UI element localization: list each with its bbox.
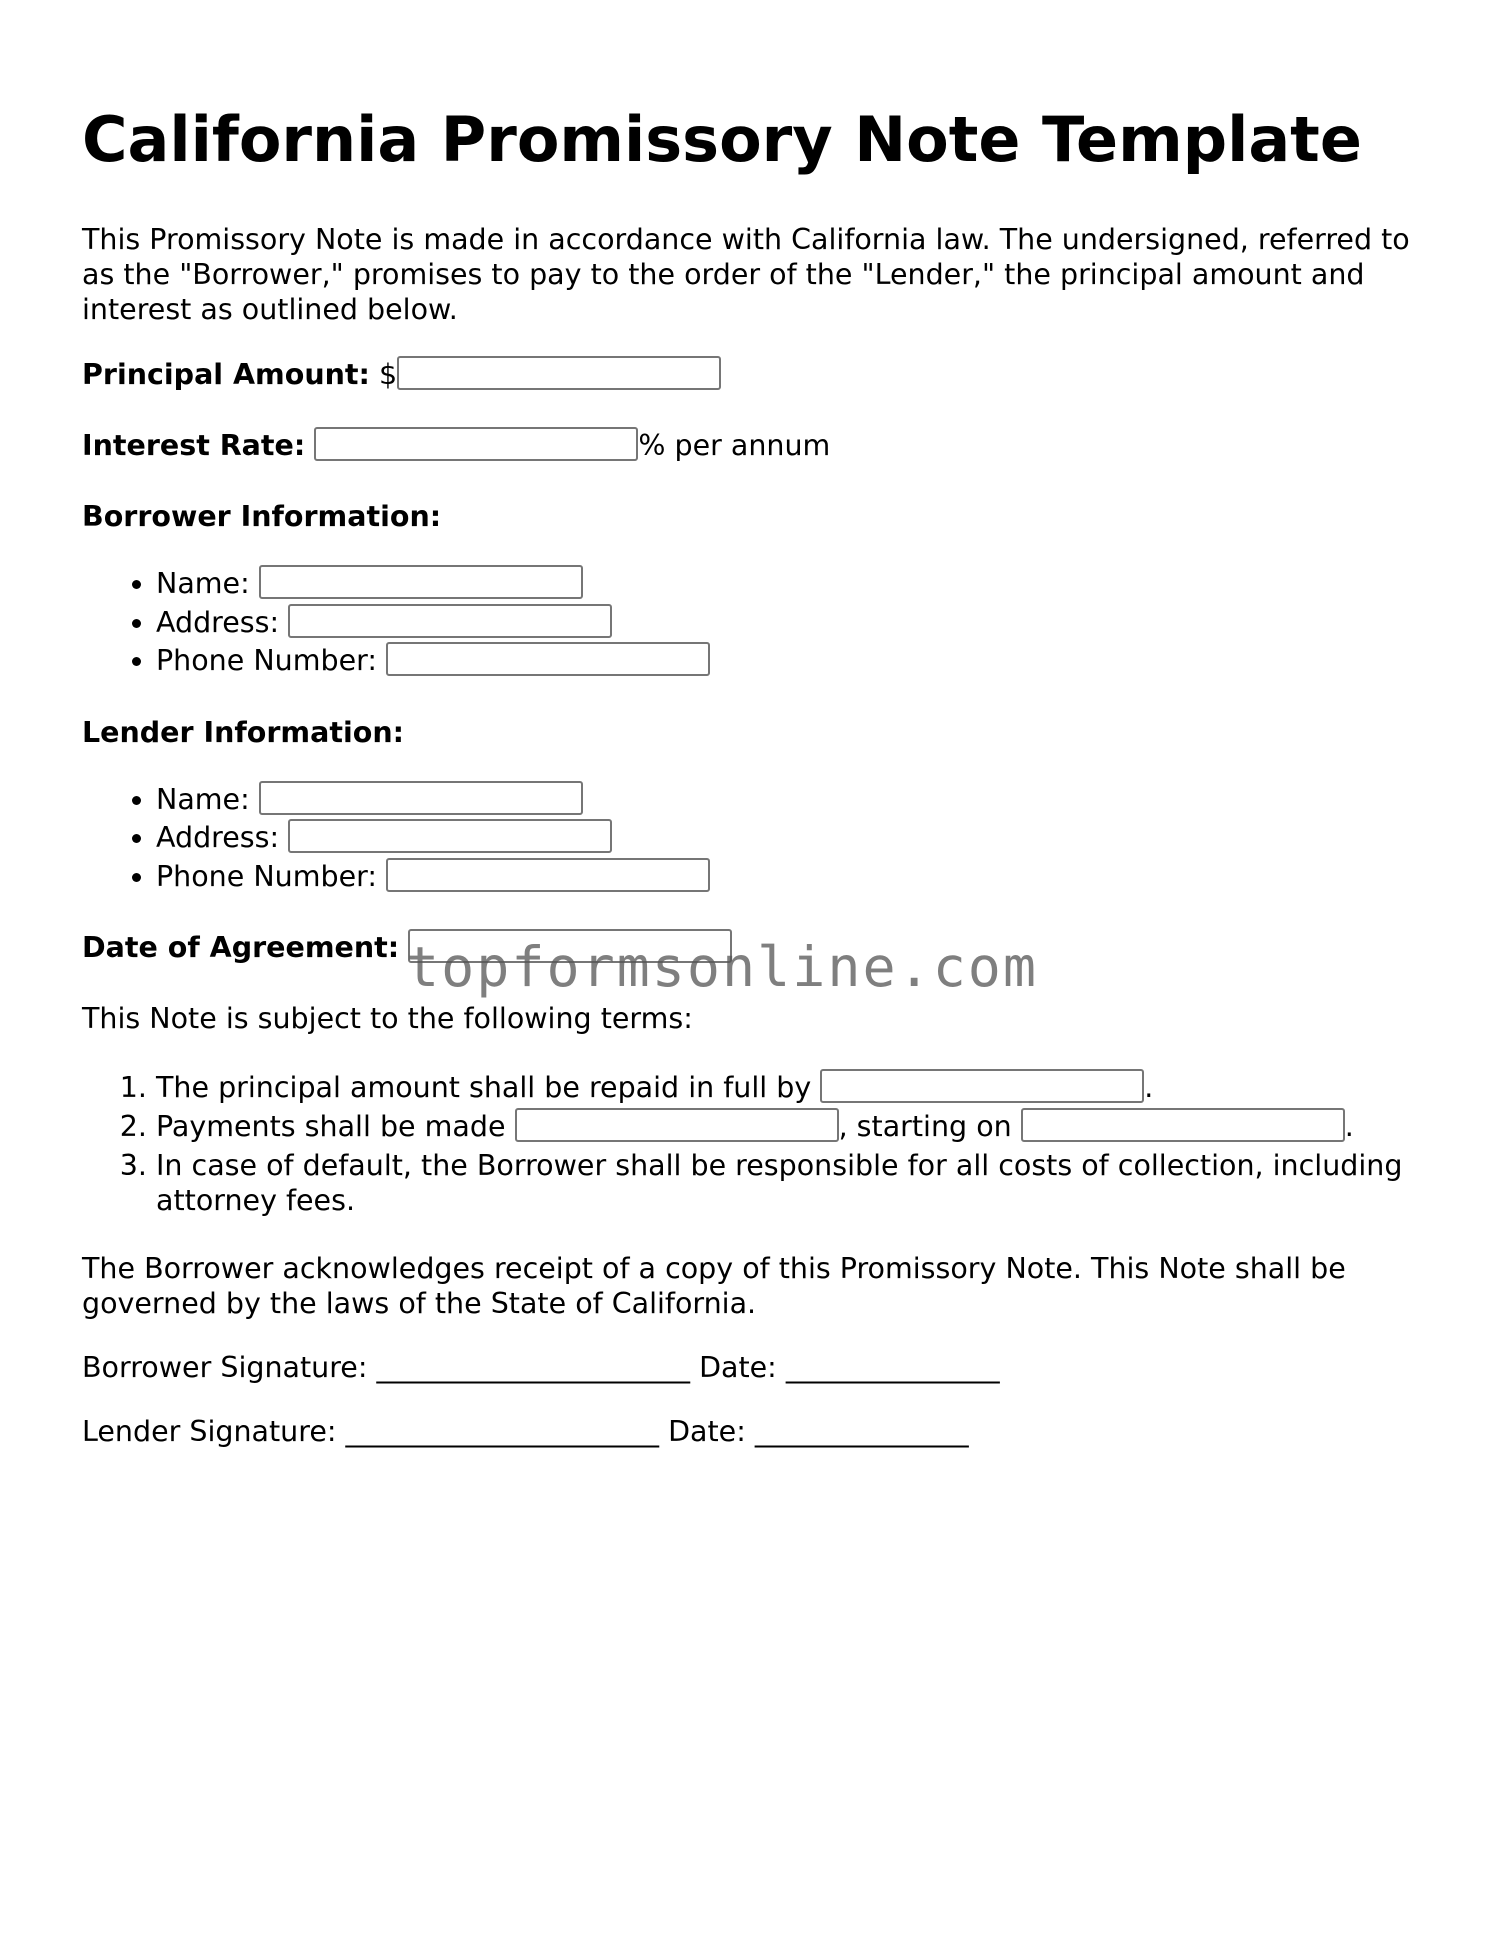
interest-rate-suffix: % per annum [638,429,831,462]
term-item-payments [156,1108,1422,1147]
list-item [156,565,1422,604]
list-item [156,604,1422,643]
lender-address-input[interactable] [288,819,612,853]
principal-amount-label: Principal Amount: [82,358,370,391]
payment-frequency-input[interactable] [515,1108,839,1142]
interest-rate-input[interactable] [314,427,638,461]
lender-phone-label: Phone Number: [156,859,377,893]
agreement-date-row [82,929,1422,967]
intro-paragraph: This Promissory Note is made in accordance with California law. The undersigned, referred to as the "Borrower," promises to pay to the order of the "Lender," the principal amount and interest as outlined below. [82,223,1410,326]
borrower-phone-input[interactable] [386,642,710,676]
lender-signature-line: Lender Signature: ______________________ Date: _______________ [82,1415,969,1448]
interest-rate-label: Interest Rate: [82,429,306,462]
agreement-date-input[interactable] [408,929,732,963]
principal-amount-input[interactable] [397,356,721,390]
list-item [156,642,1422,681]
acknowledgment-paragraph: The Borrower acknowledges receipt of a copy of this Promissory Note. This Note shall be governed by the laws of the State of California. [82,1252,1346,1320]
term-1-text: The principal amount shall be repaid in full by [156,1071,812,1104]
terms-list [82,1069,1422,1218]
borrower-name-input[interactable] [259,565,583,599]
list-item [156,781,1422,820]
borrower-address-label: Address: [156,605,280,639]
term-item-default [156,1148,1422,1218]
lender-information-heading: Lender Information: [82,715,405,749]
term-2-text: Payments shall be made [156,1109,506,1143]
page-title: California Promissory Note Template [82,103,1362,176]
term-1-period: . [1144,1071,1154,1104]
lender-information-list [82,781,1422,897]
term-2-period: . [1344,1109,1354,1143]
list-item [156,819,1422,858]
interest-rate-row [82,427,1422,465]
borrower-name-label: Name: [156,567,250,600]
borrower-information-heading: Borrower Information: [82,500,442,533]
agreement-date-label: Date of Agreement: [82,931,400,964]
payment-start-date-input[interactable] [1021,1108,1345,1142]
repayment-date-input[interactable] [820,1069,1144,1103]
terms-intro: This Note is subject to the following terms: [82,1002,693,1035]
term-3-text: In case of default, the Borrower shall be responsible for all costs of collection, including attorney fees. [156,1149,1403,1217]
lender-address-label: Address: [156,821,280,854]
borrower-phone-label: Phone Number: [156,644,377,677]
lender-phone-input[interactable] [386,858,710,892]
list-item [156,858,1422,897]
document-page [82,100,1422,1478]
principal-amount-row [82,356,1422,394]
dollar-sign: $ [379,358,398,391]
term-item-repayment [156,1069,1422,1108]
lender-name-input[interactable] [259,781,583,815]
borrower-address-input[interactable] [288,604,612,638]
borrower-signature-line: Borrower Signature: ______________________ Date: _______________ [82,1351,1000,1384]
term-2-mid-text: , starting on [838,1109,1012,1143]
borrower-information-list [82,565,1422,681]
watermark: topformsonline.com [406,935,1039,999]
lender-name-label: Name: [156,782,250,816]
